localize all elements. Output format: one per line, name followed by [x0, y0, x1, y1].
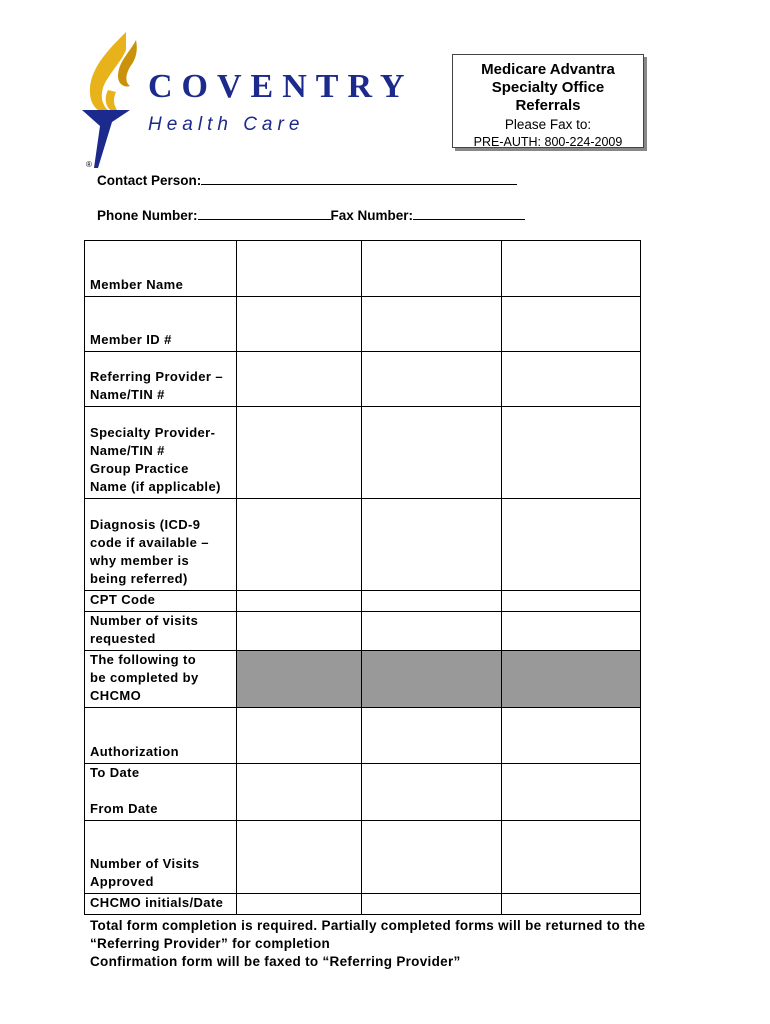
- entry-cell[interactable]: [362, 352, 502, 407]
- fax-info-box: [452, 54, 644, 148]
- table-row: [85, 591, 641, 612]
- entry-cell[interactable]: [237, 297, 362, 352]
- row-label: [85, 297, 237, 352]
- row-label-line: Name (if applicable): [90, 479, 221, 494]
- contact-person-row: [97, 172, 517, 188]
- row-label-line: why member is: [90, 553, 190, 568]
- entry-cell[interactable]: [237, 821, 362, 894]
- entry-cell[interactable]: [502, 352, 641, 407]
- form-title-line3: Referrals: [515, 97, 581, 114]
- please-fax-text: Please Fax to:: [504, 117, 592, 132]
- row-label: [85, 708, 237, 764]
- footer-line1: Total form completion is required. Partially completed forms will be returned to the: [90, 918, 646, 933]
- entry-cell[interactable]: [502, 241, 641, 297]
- entry-cell[interactable]: [237, 352, 362, 407]
- table-row: [85, 894, 641, 915]
- form-title-line2: Specialty Office: [491, 79, 605, 96]
- entry-cell[interactable]: [362, 297, 502, 352]
- pre-auth-number: PRE-AUTH: 800-224-2009: [473, 135, 623, 149]
- phone-number-field[interactable]: [198, 207, 331, 220]
- entry-cell[interactable]: [502, 612, 641, 651]
- row-label: [85, 612, 237, 651]
- contact-person-label: Contact Person:: [97, 173, 202, 188]
- entry-cell[interactable]: [237, 894, 362, 915]
- row-label-line: CPT Code: [90, 592, 156, 607]
- row-label: [85, 591, 237, 612]
- row-label: [85, 821, 237, 894]
- row-label-line: From Date: [90, 801, 158, 816]
- entry-cell[interactable]: [502, 407, 641, 499]
- entry-cell[interactable]: [502, 591, 641, 612]
- entry-cell[interactable]: [362, 764, 502, 821]
- table-row: [85, 352, 641, 407]
- entry-cell[interactable]: [237, 708, 362, 764]
- entry-cell[interactable]: [362, 708, 502, 764]
- row-label-line: Group Practice: [90, 461, 189, 476]
- row-label: [85, 499, 237, 591]
- table-row: [85, 764, 641, 821]
- footer-notes: [90, 917, 730, 971]
- table-row: [85, 241, 641, 297]
- row-label-line: CHCMO initials/Date: [90, 895, 224, 910]
- row-label: [85, 651, 237, 708]
- row-label-line: Diagnosis (ICD-9: [90, 517, 201, 532]
- entry-cell[interactable]: [502, 499, 641, 591]
- row-label: [85, 241, 237, 297]
- entry-cell[interactable]: [237, 407, 362, 499]
- contact-person-field[interactable]: [201, 172, 517, 185]
- entry-cell: [502, 651, 641, 708]
- entry-cell[interactable]: [237, 241, 362, 297]
- entry-cell[interactable]: [237, 591, 362, 612]
- table-row: [85, 407, 641, 499]
- table-row: [85, 708, 641, 764]
- entry-cell[interactable]: [362, 499, 502, 591]
- row-label-line: code if available –: [90, 535, 209, 550]
- row-label-line: Name/TIN #: [90, 387, 165, 402]
- entry-cell[interactable]: [237, 499, 362, 591]
- row-label-line: be completed by: [90, 670, 199, 685]
- entry-cell[interactable]: [502, 894, 641, 915]
- entry-cell[interactable]: [362, 241, 502, 297]
- row-label-line: Number of visits: [90, 613, 199, 628]
- referral-table: [84, 240, 641, 915]
- row-label-line: Authorization: [90, 744, 179, 759]
- row-label: [85, 407, 237, 499]
- table-row: [85, 297, 641, 352]
- row-label-line: Specialty Provider-: [90, 425, 216, 440]
- entry-cell[interactable]: [362, 894, 502, 915]
- table-row: [85, 612, 641, 651]
- row-label-line: requested: [90, 631, 156, 646]
- row-label-line: The following to: [90, 652, 197, 667]
- entry-cell[interactable]: [237, 612, 362, 651]
- fax-number-label: Fax Number:: [330, 208, 414, 223]
- entry-cell[interactable]: [237, 764, 362, 821]
- row-label-line: Referring Provider –: [90, 369, 223, 384]
- entry-cell[interactable]: [502, 708, 641, 764]
- registered-mark: ®: [86, 160, 92, 169]
- table-row: [85, 651, 641, 708]
- entry-cell: [362, 651, 502, 708]
- row-label-line: Member ID #: [90, 332, 172, 347]
- entry-cell[interactable]: [362, 821, 502, 894]
- entry-cell[interactable]: [362, 612, 502, 651]
- entry-cell[interactable]: [502, 821, 641, 894]
- phone-number-label: Phone Number:: [97, 208, 198, 223]
- brand-name: COVENTRY: [148, 68, 414, 105]
- phone-fax-row: [97, 207, 525, 223]
- entry-cell: [237, 651, 362, 708]
- row-label-line: Name/TIN #: [90, 443, 165, 458]
- brand-subtitle: Health Care: [148, 114, 305, 135]
- row-label-line: Approved: [90, 874, 154, 889]
- row-label: [85, 894, 237, 915]
- fax-number-field[interactable]: [413, 207, 525, 220]
- torch-flame-icon: [78, 30, 158, 175]
- footer-line2: “Referring Provider” for completion: [90, 936, 331, 951]
- row-label-line: CHCMO: [90, 688, 142, 703]
- form-title-line1: Medicare Advantra: [481, 61, 615, 78]
- entry-cell[interactable]: [502, 764, 641, 821]
- footer-line3: Confirmation form will be faxed to “Referring Provider”: [90, 954, 461, 969]
- row-label-line: Member Name: [90, 277, 184, 292]
- row-label-line: [90, 782, 236, 800]
- row-label: [85, 764, 237, 821]
- entry-cell[interactable]: [362, 591, 502, 612]
- table-row: [85, 499, 641, 591]
- table-row: [85, 821, 641, 894]
- row-label-line: Number of Visits: [90, 856, 200, 871]
- row-label: [85, 352, 237, 407]
- row-label-line: being referred): [90, 571, 188, 586]
- entry-cell[interactable]: [362, 407, 502, 499]
- entry-cell[interactable]: [502, 297, 641, 352]
- row-label-line: To Date: [90, 765, 140, 780]
